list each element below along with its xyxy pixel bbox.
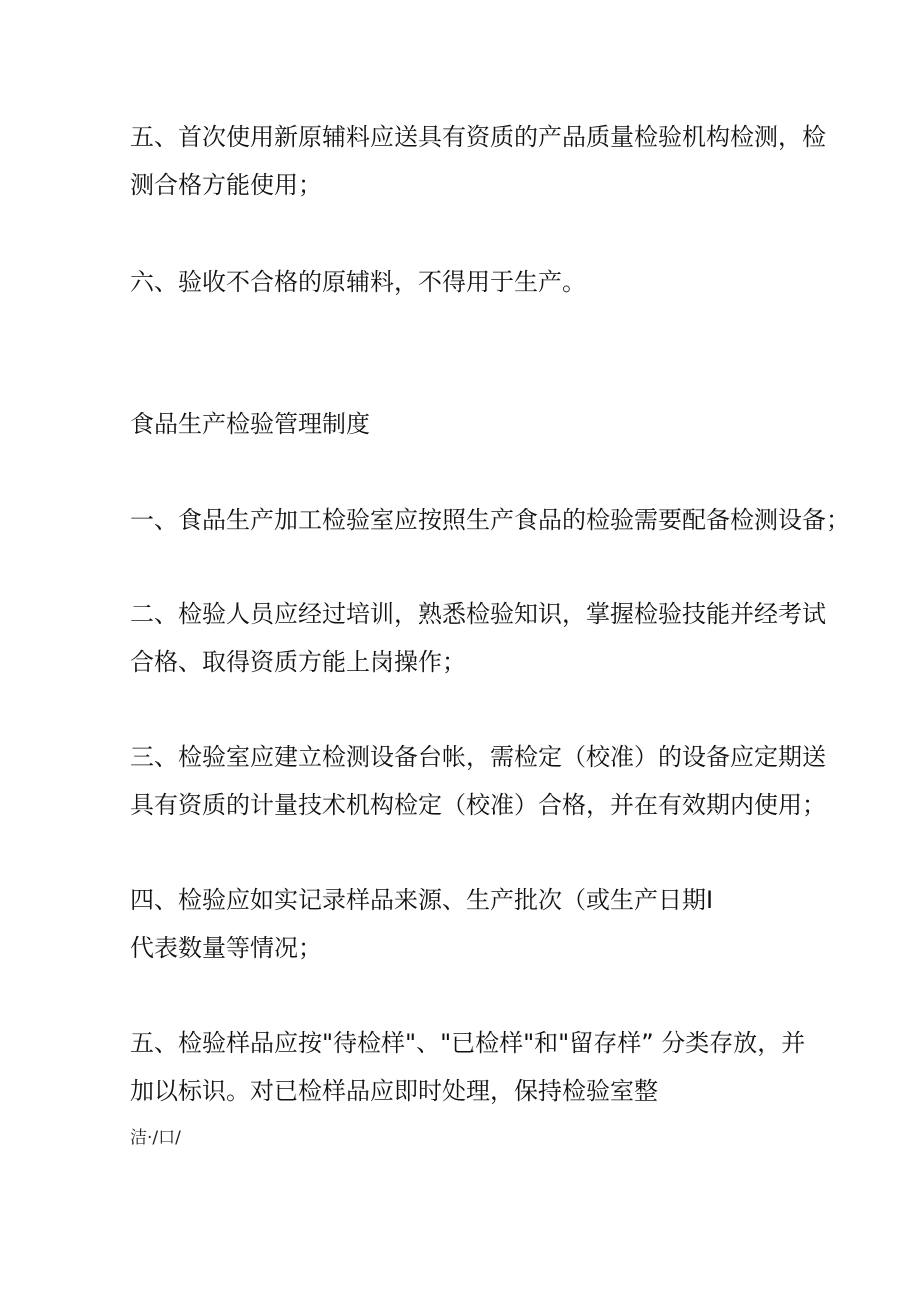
paragraph-new-materials-testing [130, 113, 826, 209]
section-heading [130, 400, 800, 448]
paragraph-inspector-training [130, 590, 826, 686]
paragraph-sample-storage [130, 1019, 806, 1115]
text-line: 五、检验样品应按"待检样"、"已检样"和"留存样” 分类存放，并 [130, 1029, 806, 1057]
text-line: 四、检验应如实记录样品来源、生产批次（或生产日期I [130, 886, 714, 914]
text-line: 测合格方能使用； [130, 171, 322, 199]
paragraph-equipment-ledger [130, 733, 826, 829]
text-line: 三、检验室应建立检测设备台帐，需检定（校准）的设备应定期送 [130, 743, 826, 771]
text-line: 五、首次使用新原辅料应送具有资质的产品质量检验机构检测，检 [130, 123, 826, 151]
text-line: 一、食品生产加工检验室应按照生产食品的检验需要配备检测设备； [130, 506, 850, 534]
text-line: 六、验收不合格的原辅料，不得用于生产。 [130, 268, 586, 296]
paragraph-lab-equipment [130, 496, 850, 544]
text-line: 代表数量等情况； [130, 934, 322, 962]
text-line: 加以标识。对已检样品应即时处理，保持检验室整 [130, 1077, 658, 1105]
paragraph-truncated-fragment [130, 1124, 800, 1172]
heading-text: 食品生产检验管理制度 [130, 410, 370, 438]
text-line: 洁·/口/ [130, 1128, 181, 1148]
paragraph-reject-unqualified [130, 258, 800, 306]
text-line: 具有资质的计量技术机构检定（校准）合格，并在有效期内使用； [130, 791, 826, 819]
text-line: 二、检验人员应经过培训，熟悉检验知识，掌握检验技能并经考试 [130, 600, 826, 628]
text-line: 合格、取得资质方能上岗操作； [130, 648, 466, 676]
paragraph-sample-records [130, 876, 800, 972]
